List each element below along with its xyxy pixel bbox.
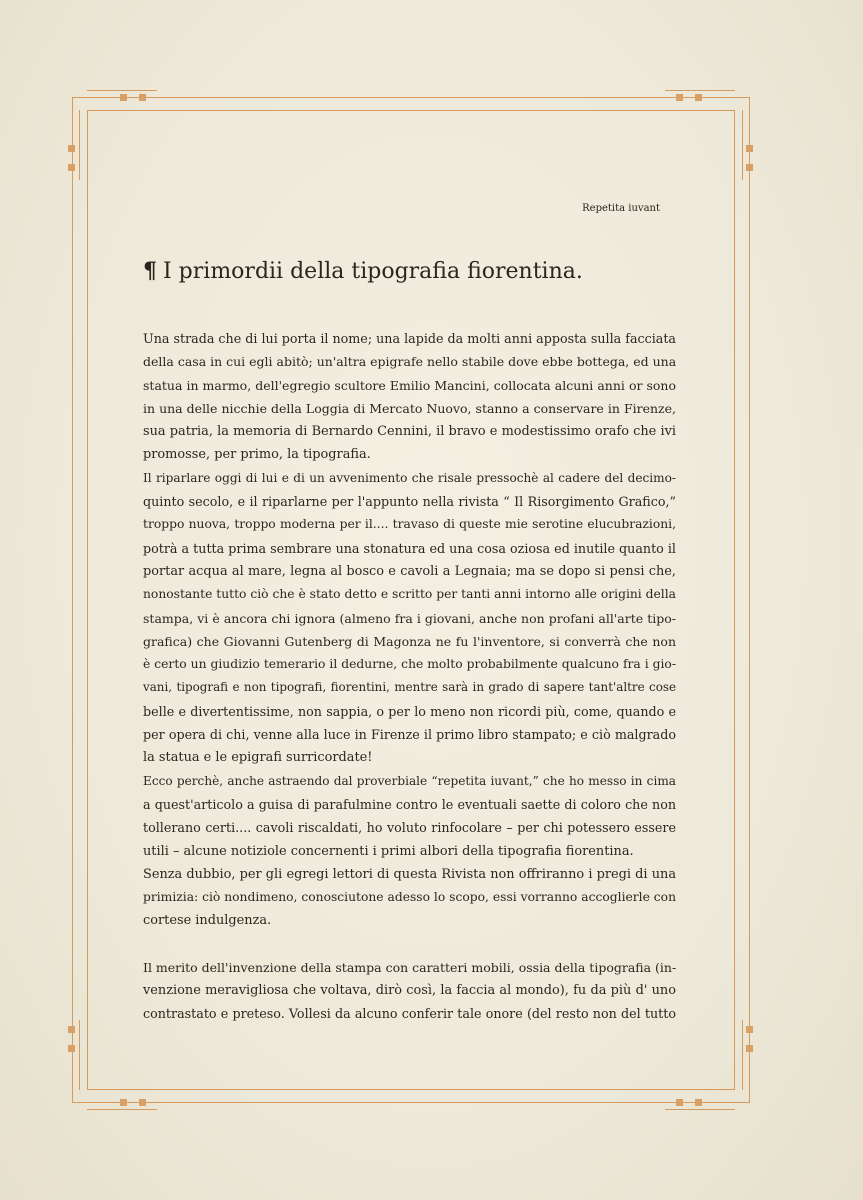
text-line: grafica) che Giovanni Gutenberg di Magonza ne fu l'inventore, si converrà che non: [143, 633, 676, 649]
ornament-square: [695, 94, 702, 101]
ornament-square: [120, 1099, 127, 1106]
ornament-square: [139, 94, 146, 101]
ornament-square: [676, 94, 683, 101]
ornament-line: [87, 1109, 157, 1110]
text-line: Il riparlare oggi di lui e di un avvenimento che risale pressochè al cadere del decimo-: [143, 470, 676, 485]
text-line: troppo nuova, troppo moderna per il.... travaso di queste mie serotine elucubrazioni,: [143, 517, 676, 532]
ornament-square: [68, 1026, 75, 1033]
ornament-square: [695, 1099, 702, 1106]
text-line: della casa in cui egli abitò; un'altra epigrafe nello stabile dove ebbe bottega, ed una: [143, 354, 677, 370]
ornament-square: [139, 1099, 146, 1106]
ornament-line: [87, 90, 157, 91]
paragraph: [143, 327, 676, 467]
text-line: sua patria, la memoria di Bernardo Cennini, il bravo e modestissimo orafo che ivi: [143, 424, 676, 440]
title-text: I primordii della tipografia fiorentina.: [163, 259, 583, 284]
ornament-square: [746, 164, 753, 171]
text-line: promosse, per primo, la tipografia.: [143, 447, 371, 463]
ornament-line: [742, 1020, 743, 1090]
text-line: Una strada che di lui porta il nome; una lapide da molti anni apposta sulla facciata: [143, 331, 676, 346]
motto: Repetita iuvant: [582, 203, 660, 214]
text-line: statua in marmo, dell'egregio scultore Emilio Mancini, collocata alcuni anni or sono: [143, 377, 676, 393]
paragraph: [143, 770, 676, 863]
text-line: nonostante tutto ciò che è stato detto e scritto per tanti anni intorno alle origini della: [143, 587, 676, 602]
text-line: contrastato e preteso. Vollesi da alcuno conferir tale onore (del resto non del tutto: [143, 1006, 676, 1022]
text-line: potrà a tutta prima sembrare una stonatura ed una cosa oziosa ed inutile quanto il: [143, 540, 676, 556]
text-line: primizia: ciò nondimeno, conosciutone adesso lo scopo, essi vorranno accoglierle con: [143, 890, 676, 905]
text-line: Il merito dell'invenzione della stampa con caratteri mobili, ossia della tipografia (in-: [143, 959, 677, 975]
text-line: quinto secolo, e il riparlarne per l'appunto nella rivista “ Il Risorgimento Grafico,”: [143, 494, 676, 510]
article-body: [143, 327, 676, 1026]
ornament-square: [68, 1045, 75, 1052]
text-line: è certo un giudizio temerario il dedurne, che molto probabilmente qualcuno fra i gio-: [143, 657, 676, 672]
text-line: Ecco perchè, anche astraendo dal proverbiale “repetita iuvant,” che ho messo in cima: [143, 773, 676, 788]
ornament-line: [742, 110, 743, 180]
text-line: a quest'articolo a guisa di parafulmine contro le eventuali saette di coloro che non: [143, 796, 676, 812]
ornament-square: [68, 145, 75, 152]
ornament-square: [746, 1045, 753, 1052]
paragraph: [143, 467, 676, 770]
text-line: venzione meravigliosa che voltava, dirò così, la faccia al mondo), fu da più d' uno: [143, 983, 676, 999]
text-line: Senza dubbio, per gli egregi lettori di questa Rivista non offriranno i pregi di una: [143, 866, 676, 882]
ornament-line: [79, 110, 80, 180]
text-line: portar acqua al mare, legna al bosco e cavoli a Legnaia; ma se dopo si pensi che,: [143, 563, 676, 579]
ornament-square: [68, 164, 75, 171]
ornament-square: [120, 94, 127, 101]
ornament-line: [79, 1020, 80, 1090]
ornament-line: [665, 1109, 735, 1110]
ornament-line: [665, 90, 735, 91]
text-line: stampa, vi è ancora chi ignora (almeno fra i giovani, anche non profani all'arte tipo-: [143, 610, 676, 626]
text-line: tollerano certi.... cavoli riscaldati, ho voluto rinfocolare – per chi potessero essere: [143, 820, 676, 836]
paragraph: [143, 863, 676, 933]
text-line: vani, tipografi e non tipografi, fiorentini, mentre sarà in grado di sapere tant'altre cose: [143, 680, 676, 695]
paragraph: [143, 956, 676, 1026]
text-line: cortese indulgenza.: [143, 913, 272, 929]
pilcrow-icon: ¶: [143, 258, 157, 284]
ornament-square: [746, 1026, 753, 1033]
text-line: per opera di chi, venne alla luce in Firenze il primo libro stampato; e ciò malgrado: [143, 727, 676, 743]
text-line: utili – alcune notiziole concernenti i primi albori della tipografia fiorentina.: [143, 843, 634, 859]
text-line: in una delle nicchie della Loggia di Mercato Nuovo, stanno a conservare in Firenze,: [143, 400, 676, 416]
text-line: belle e divertentissime, non sappia, o per lo meno non ricordi più, come, quando e: [143, 703, 676, 719]
text-line: la statua e le epigrafi surricordate!: [143, 750, 373, 766]
ornament-square: [746, 145, 753, 152]
article-title: [143, 258, 583, 284]
ornament-square: [676, 1099, 683, 1106]
